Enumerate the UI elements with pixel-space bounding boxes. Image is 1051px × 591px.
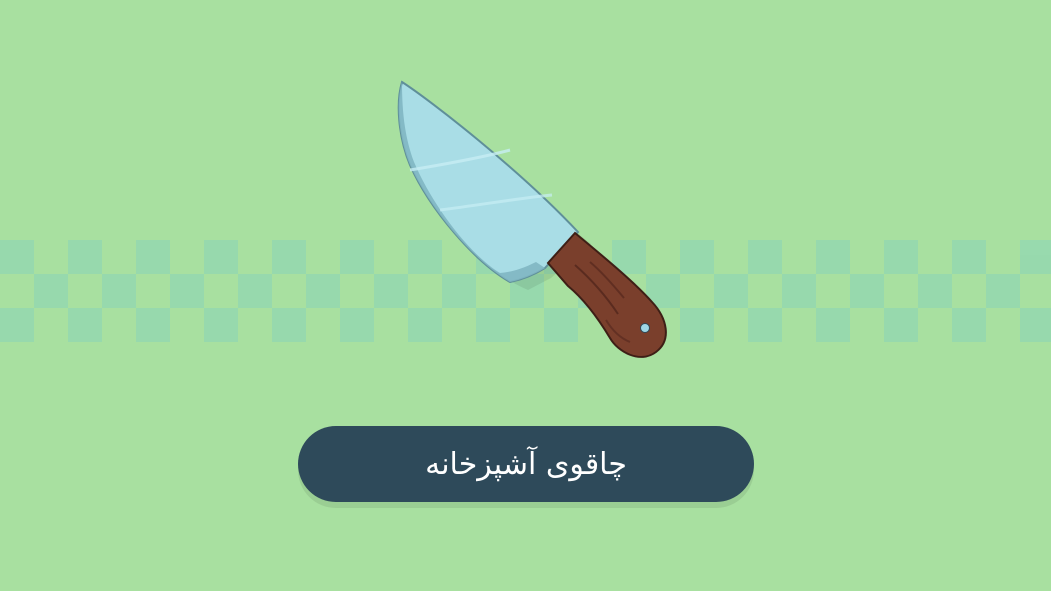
- caption-text: چاقوی آشپزخانه: [425, 446, 627, 482]
- caption-pill: [298, 426, 754, 502]
- knife-blade: [399, 82, 578, 282]
- knife-handle: [548, 233, 666, 357]
- knife-rivet: [641, 324, 650, 333]
